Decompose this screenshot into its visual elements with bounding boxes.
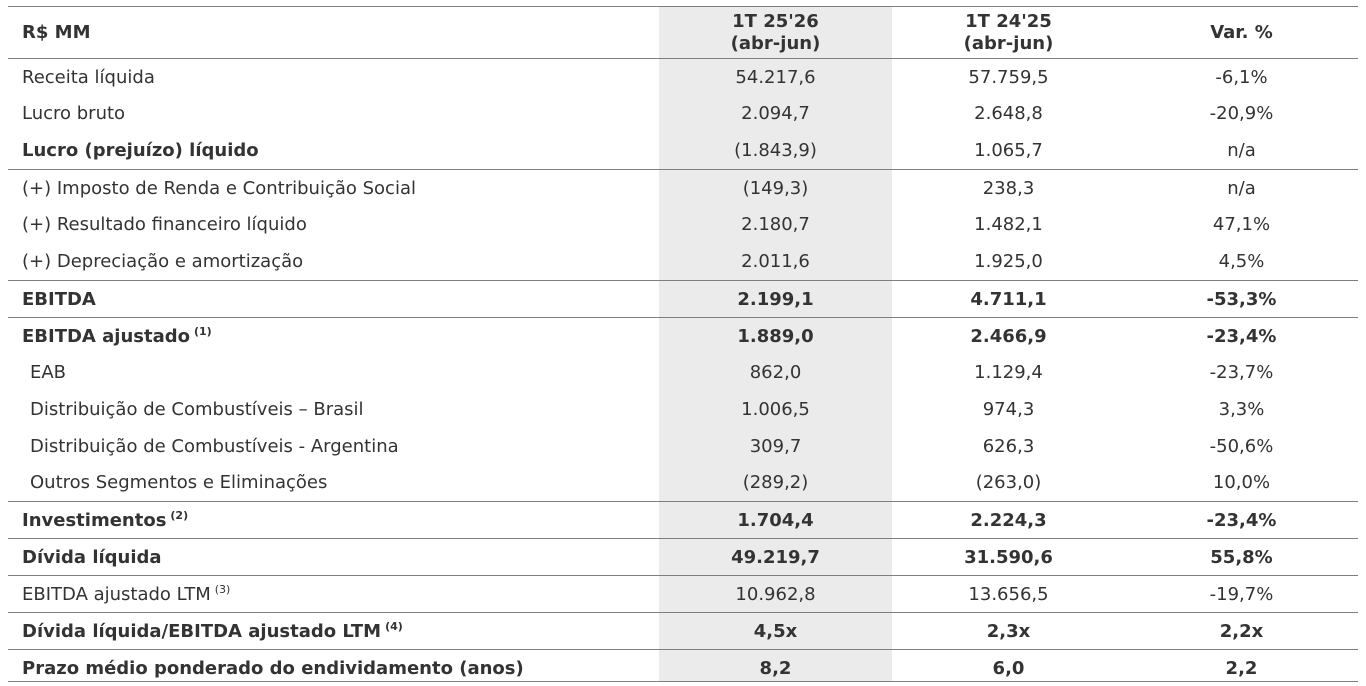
value-current: 2.094,7 (741, 103, 810, 124)
value-variation: n/a (1227, 140, 1256, 161)
value-prior: 1.129,4 (974, 362, 1043, 383)
value-variation: 47,1% (1212, 214, 1271, 235)
table-row (8, 317, 1358, 354)
footnote-marker: (3) (214, 583, 231, 596)
table-row (8, 428, 1358, 464)
table-row (8, 391, 1358, 428)
header-prior-period-line1: 1T 24'25 (965, 10, 1052, 32)
value-current: 2.180,7 (741, 214, 810, 235)
financial-summary-table (8, 6, 1358, 686)
row-label: (+) Resultado financeiro líquido (22, 214, 307, 235)
value-variation: -23,4% (1206, 509, 1277, 531)
value-current: 1.889,0 (737, 325, 814, 347)
row-label: (+) Depreciação e amortização (22, 251, 304, 272)
row-label: Dívida líquida (22, 546, 162, 568)
value-variation: 2,2 (1225, 657, 1258, 679)
value-prior: 2,3x (986, 620, 1031, 642)
value-prior: 2.466,9 (970, 325, 1047, 347)
value-current: (1.843,9) (734, 140, 817, 161)
value-prior: 1.925,0 (974, 251, 1043, 272)
row-label: EBITDA ajustado $^{(1)}$ (22, 325, 212, 347)
value-current: 309,7 (749, 435, 802, 457)
value-current: 10.962,8 (735, 583, 816, 605)
value-prior: 974,3 (982, 399, 1035, 420)
table-row (8, 280, 1358, 317)
value-prior: 1.065,7 (974, 140, 1043, 161)
value-current: 2.199,1 (737, 288, 814, 310)
row-label: Investimentos $^{(2)}$ (22, 509, 189, 531)
value-prior: (263,0) (975, 472, 1042, 493)
value-variation: -50,6% (1209, 435, 1274, 457)
value-variation: -20,9% (1209, 103, 1274, 124)
value-current: 2.011,6 (741, 251, 810, 272)
value-variation: -23,4% (1206, 325, 1277, 347)
value-current: 1.704,4 (737, 509, 814, 531)
value-variation: -6,1% (1215, 66, 1268, 88)
value-current: (289,2) (742, 472, 809, 493)
table-row (8, 649, 1358, 686)
table-row (8, 59, 1358, 95)
table-header (8, 6, 1358, 59)
table-row (8, 95, 1358, 132)
header-prior-period (892, 11, 1125, 55)
value-prior: 2.224,3 (970, 509, 1047, 531)
footnote-marker: (1) (193, 325, 212, 338)
row-label: Prazo médio ponderado do endividamento (anos) (22, 657, 524, 679)
value-current: 1.006,5 (741, 399, 810, 420)
table-row (8, 354, 1358, 391)
row-label: EBITDA (22, 288, 96, 310)
table-row (8, 575, 1358, 612)
header-current-period (659, 11, 892, 55)
value-variation: n/a (1227, 177, 1256, 199)
table-row (8, 612, 1358, 649)
header-current-period-line2: (abr-jun) (730, 32, 821, 54)
value-prior: 238,3 (982, 177, 1035, 199)
row-label: EAB (30, 362, 67, 383)
value-current: 54.217,6 (735, 66, 816, 88)
row-label: Distribuição de Combustíveis – Brasil (30, 399, 364, 420)
table-row (8, 501, 1358, 538)
row-label: (+) Imposto de Renda e Contribuição Social (22, 177, 416, 199)
value-prior: 626,3 (982, 435, 1035, 457)
value-prior: 2.648,8 (974, 103, 1043, 124)
footnote-marker: (2) (170, 509, 189, 522)
table-row (8, 538, 1358, 575)
row-label: Lucro (prejuízo) líquido (22, 140, 259, 161)
row-label: Receita líquida (22, 66, 155, 88)
value-variation: 2,2x (1219, 620, 1264, 642)
value-prior: 31.590,6 (964, 546, 1053, 568)
value-prior: 4.711,1 (970, 288, 1047, 310)
value-variation: 10,0% (1212, 472, 1271, 493)
table-row (8, 243, 1358, 280)
table-row (8, 464, 1358, 501)
value-variation: 55,8% (1210, 546, 1273, 568)
row-label: EBITDA ajustado LTM $^{(3)}$ (22, 583, 231, 605)
header-current-period-line1: 1T 25'26 (732, 10, 819, 32)
table-row (8, 132, 1358, 169)
value-prior: 57.759,5 (968, 66, 1049, 88)
value-current: 4,5x (753, 620, 798, 642)
row-label: Outros Segmentos e Eliminações (30, 472, 328, 493)
header-variation: Var. % (1210, 22, 1273, 43)
row-label: Distribuição de Combustíveis - Argentina (30, 435, 399, 457)
value-variation: 3,3% (1218, 399, 1265, 420)
header-label: R$ MM (22, 22, 91, 43)
table-row (8, 206, 1358, 243)
value-variation: -23,7% (1209, 362, 1274, 383)
value-prior: 1.482,1 (974, 214, 1043, 235)
value-variation: -19,7% (1209, 583, 1274, 605)
value-variation: 4,5% (1218, 251, 1265, 272)
header-prior-period-line2: (abr-jun) (963, 32, 1054, 54)
value-current: 862,0 (749, 362, 802, 383)
value-prior: 6,0 (992, 657, 1025, 679)
value-current: 49.219,7 (731, 546, 820, 568)
footnote-marker: (4) (385, 620, 403, 633)
value-current: (149,3) (742, 177, 809, 199)
row-label: Dívida líquida/EBITDA ajustado LTM $^{(4)}$ (22, 620, 403, 642)
row-label: Lucro bruto (22, 103, 126, 124)
value-current: 8,2 (759, 657, 792, 679)
value-prior: 13.656,5 (968, 583, 1049, 605)
value-variation: -53,3% (1206, 288, 1277, 310)
table-row (8, 169, 1358, 206)
